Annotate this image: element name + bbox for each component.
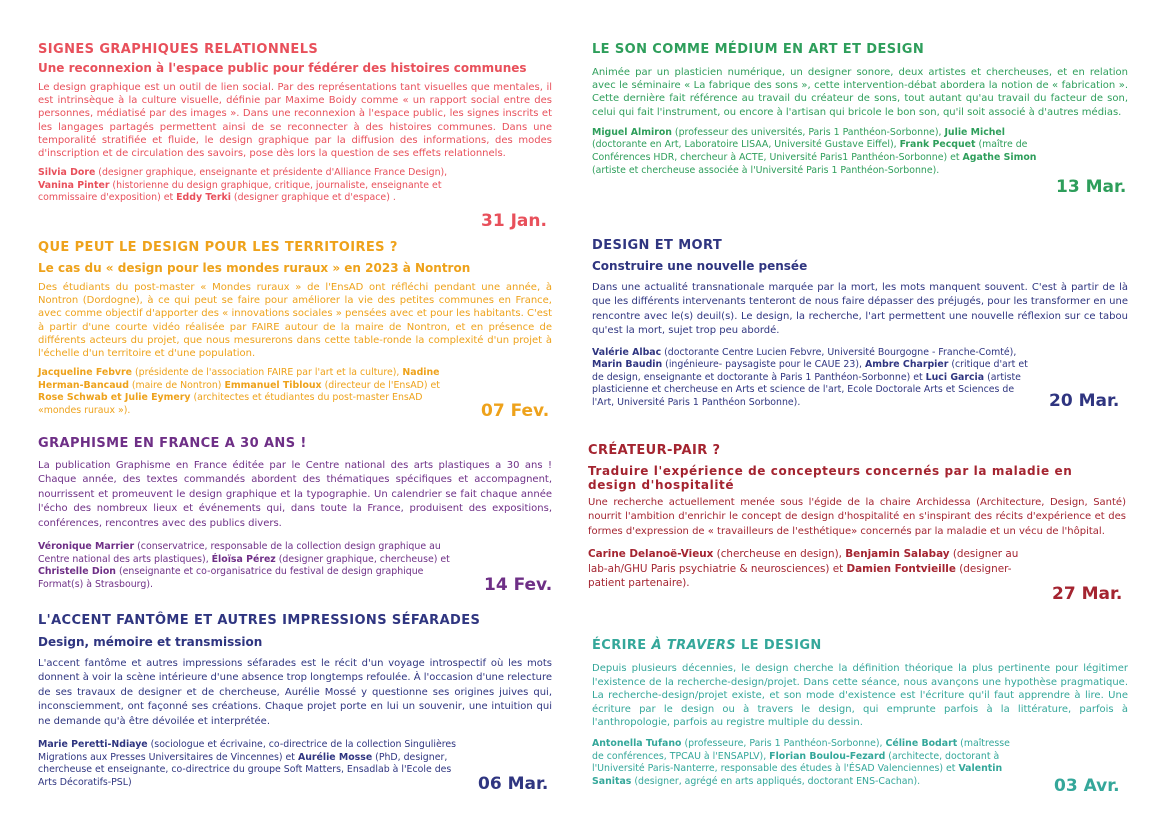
speaker-role: (maître de Conférences HDR, chercheur à ACTE, Université Paris1 Panthéon-Sorbonne) et — [592, 139, 1028, 163]
speaker-name: Eddy Terki — [176, 192, 231, 204]
speaker-role: (conservatrice, responsable de la collection design graphique au Centre national des arts plastiques), — [38, 541, 441, 565]
speaker-name: Miguel Almiron — [592, 126, 672, 138]
speaker-name: Carine Delanoë-Vieux — [588, 548, 714, 561]
speaker-name: Agathe Simon — [962, 152, 1037, 163]
speaker-role: (doctorante Centre Lucien Febvre, Université Bourgogne - Franche-Comté), — [661, 346, 1017, 358]
event-date: 06 Mar. — [478, 774, 549, 794]
event-title: DESIGN ET MORT — [592, 238, 723, 253]
speaker-role: (designer graphique et d'espace) . — [230, 192, 396, 204]
event-speakers — [592, 347, 1037, 410]
speaker-name: Julie Michel — [944, 126, 1005, 138]
speaker-role: (ingénieure- paysagiste pour le CAUE 23), — [662, 359, 865, 371]
event-signes-graphiques — [38, 42, 552, 205]
speaker-role: (designer au lab-ah/GHU Paris psychiatrie & neurosciences) et — [588, 548, 1019, 575]
speaker-name: Marin Baudin — [592, 359, 663, 371]
event-subtitle: Construire une nouvelle pensée — [592, 259, 808, 273]
event-description: Depuis plusieurs décennies, le design cherche la définition théorique la plus pertinente pour légitimer l'existence de la recherche-design/projet. Dans cette séance, nous avançons une hypothèse pragmatique. La recherche-design/projet existe, et son mode d'existence est l'écriture qu'il faut apprendre à lire. Une écriture par le design ou à travers le design, qui emprunte parfois à la littérature, parfois à l'anthropologie, parfois au registre multiple du dessin. — [592, 663, 1128, 729]
speaker-role: (artiste et chercheuse associée à l'Université Paris 1 Panthéon-Sorbonne). — [592, 164, 940, 176]
speaker-role: (directeur de l'EnsAD) et — [321, 379, 440, 391]
speaker-role: (doctorante en Art, Laboratoire LISAA, Université Gustave Eiffel), — [592, 139, 900, 151]
event-date: 07 Fev. — [481, 401, 550, 421]
event-createur-pair — [588, 443, 1128, 590]
event-subtitle: Une reconnexion à l'espace public pour fédérer des histoires communes — [38, 61, 527, 75]
event-date: 03 Avr. — [1054, 776, 1120, 796]
event-speakers — [588, 547, 1038, 590]
event-accent-fantome — [38, 613, 552, 789]
speaker-role: (professeur des universités, Paris 1 Panthéon-Sorbonne), — [671, 126, 945, 138]
event-speakers — [38, 367, 453, 417]
speaker-role: (présidente de l'association FAIRE par l'art et la culture), — [132, 367, 403, 379]
event-design-et-mort — [592, 238, 1128, 410]
speaker-name: Éloïsa Pérez — [211, 553, 276, 565]
speaker-role: (sociologue et écrivaine, co-directrice de la collection Singulières Migrations aux Presses Universitaires de Vincennes) et — [38, 739, 457, 763]
speaker-name: Nadine Herman-Bancaud — [38, 367, 440, 391]
speaker-name: Ambre Charpier — [864, 359, 949, 371]
event-title: QUE PEUT LE DESIGN POUR LES TERRITOIRES ? — [38, 240, 398, 255]
speaker-name: Christelle Dion — [38, 566, 116, 578]
speaker-role: (designer-patient partenaire). — [588, 562, 1012, 590]
speaker-name: Marie Peretti-Ndiaye — [38, 739, 148, 751]
event-date: 31 Jan. — [481, 211, 547, 231]
event-graphisme-en-france — [38, 436, 552, 591]
speaker-name: Véronique Marrier — [38, 541, 135, 553]
event-description: Des étudiants du post-master « Mondes ruraux » de l'EnsAD ont réfléchi pendant une année, à Nontron (Dordogne), à ce qui peut se faire pour améliorer la vie des petites communes en France, avec comme objectif d'apporter des « innovations sociales » pensées avec et pour les habitants. C'est à partir d'une courte vidéo réalisée par FAIRE autour de la maire de Nontron, et en présence de différents acteurs du projet, que nous mesurerons dans cette table-ronde la complexité d'un projet à l'échelle d'un territoire et d'une population. — [38, 282, 552, 360]
speaker-name: Céline Bodart — [885, 737, 958, 749]
event-title: CRÉATEUR-PAIR ? — [588, 443, 721, 458]
event-son-medium — [592, 42, 1128, 177]
speaker-role: (historienne du design graphique, critique, journaliste, enseignante et commissaire d'exposition) et — [38, 179, 442, 204]
speaker-role: (designer graphique, chercheuse) et — [275, 553, 450, 565]
event-subtitle: Traduire l'expérience de concepteurs concernés par la maladie en design d'hospitalité — [588, 464, 1073, 492]
event-title: GRAPHISME EN FRANCE A 30 ANS ! — [38, 436, 307, 451]
speaker-name: Benjamin Salabay — [845, 548, 950, 561]
speaker-role: (enseignante et co-organisatrice du festival de design graphique Format(s) à Strasbourg). — [38, 566, 424, 590]
event-speakers — [592, 127, 1040, 177]
event-subtitle: Design, mémoire et transmission — [38, 635, 263, 649]
speaker-role: (artiste plasticienne et chercheuse en Arts et science de l'art, Ecole Doctorale Arts et Sciences de l'Art, Université Paris 1 Panthéon Sorbonne). — [592, 371, 1021, 408]
speaker-name: Silvia Dore — [38, 167, 96, 179]
title-part: LE DESIGN — [736, 638, 822, 653]
event-speakers — [38, 541, 458, 591]
title-italic-part: À TRAVERS — [651, 638, 737, 653]
event-description: L'accent fantôme et autres impressions séfarades est le récit d'un voyage introspectif où les mots donnent à voir la scène intérieure d'une absence trop longtemps refoulée. À l'occasion d'une relecture de ses travaux de designer et de chercheuse, Aurélie Mossé y questionne ses origines juives qui, inconsciemment, ont façonné ses créations. Chaque projet porte en lui un souvenir, une intuition qui ne demande qu'à être dévoilée et interprétée. — [38, 658, 552, 727]
speaker-role: (chercheuse en design), — [713, 548, 846, 561]
event-title — [592, 638, 1128, 653]
event-speakers — [38, 739, 468, 789]
speaker-role: (critique d'art et de design, enseignante et doctorante à Paris 1 Panthéon-Sorbonne) et — [592, 359, 1028, 383]
speaker-name: Florian Boulou-Fezard — [769, 750, 886, 762]
event-description: Une recherche actuellement menée sous l'égide de la chaire Archidessa (Architecture, Design, Santé) nourrit l'ambition d'enrichir le concept de design d'hospitalité en s'inspirant des récits d'expérience et des formes d'expression de « travailleurs de l'esthétique» concernés par la maladie et un vécu de l'hôpital. — [588, 497, 1126, 537]
speaker-name: Valentin Sanitas — [592, 763, 1003, 787]
speaker-role: (designer, agrégé en arts appliqués, doctorant ENS-Cachan). — [631, 775, 921, 787]
speaker-role: (maire de Nontron) — [128, 379, 225, 391]
event-date: 13 Mar. — [1056, 177, 1127, 197]
speaker-name: Rose Schwab et Julie Eymery — [38, 392, 191, 404]
event-description: La publication Graphisme en France éditée par le Centre national des arts plastiques a 30 ans ! Chaque année, des textes commandés abordent des thématiques spécifiques et accompagnent, nourrissent et promeuvent le design graphique et la typographie. Un calendrier se fait chaque année l'écho des nombreux lieux et événements qui, dans toute la France, produisent des expositions, conférences, rencontres avec des publics divers. — [38, 460, 552, 529]
event-design-territoires — [38, 240, 552, 418]
event-date: 20 Mar. — [1049, 391, 1120, 411]
speaker-name: Damien Fontvieille — [846, 562, 956, 575]
event-description: Animée par un plasticien numérique, un designer sonore, deux artistes et chercheuses, et en relation avec le séminaire « La fabrique des sons », cette intervention-débat abordera la notion de « fabrication ». Cette dernière fait référence au travail du créateur de sons, tout autant qu'au travail du facteur de son, celui qui fait l'instrument, ou encore à l'artisan qui bricole le bon son, qu'il soit associé à d'autres médias. — [592, 67, 1128, 118]
speaker-name: Antonella Tufano — [592, 737, 682, 749]
speaker-role: (architectes et étudiantes du post-master EnsAD «mondes ruraux »). — [38, 392, 423, 416]
event-title: LE SON COMME MÉDIUM EN ART ET DESIGN — [592, 42, 925, 57]
event-description: Dans une actualité transnationale marquée par la mort, les mots manquent souvent. C'est à partir de là que les différents intervenants tenteront de nous faire dépasser des préjugés, pour les transformer en une rencontre avec le(s) deuil(s). Le design, la recherche, l'art permettent une nouvelle réflexion sur ce tabou qu'est la mort, sujet trop peu abordé. — [592, 282, 1128, 337]
speaker-name: Emmanuel Tibloux — [224, 379, 322, 391]
title-part: ÉCRIRE — [592, 638, 652, 653]
event-ecrire-a-travers — [592, 638, 1128, 788]
speaker-name: Valérie Albac — [592, 346, 662, 358]
speaker-role: (PhD, designer, chercheuse et enseignante, co-directrice du groupe Soft Matters, Ensadlab à l'Ecole des Arts Décoratifs-PSL) — [38, 751, 452, 788]
speaker-name: Luci Garcia — [925, 371, 985, 383]
speaker-name: Vanina Pinter — [38, 179, 110, 191]
event-date: 14 Fev. — [484, 575, 553, 595]
speaker-role: (architecte, doctorant à l'Université Paris-Nanterre, responsable des études à l'ÉSAD Valenciennes) et — [592, 750, 1000, 775]
event-speakers — [592, 738, 1024, 788]
event-date: 27 Mar. — [1052, 584, 1123, 604]
event-speakers — [38, 167, 453, 205]
speaker-role: (professeure, Paris 1 Panthéon-Sorbonne), — [681, 737, 886, 749]
event-title: SIGNES GRAPHIQUES RELATIONNELS — [38, 42, 319, 57]
event-title: L'ACCENT FANTÔME ET AUTRES IMPRESSIONS SÉFARADES — [38, 613, 481, 628]
speaker-role: (designer graphique, enseignante et présidente d'Alliance France Design), — [95, 167, 448, 179]
event-subtitle: Le cas du « design pour les mondes ruraux » en 2023 à Nontron — [38, 261, 471, 275]
speaker-role: (maîtresse de conférences, TPCAU à l'ENSAPLV), — [592, 737, 1010, 762]
speaker-name: Jacqueline Febvre — [38, 367, 133, 379]
event-description: Le design graphique est un outil de lien social. Par des représentations tant visuelles que mentales, il est intrinsèque à la culture visuelle, définie par Maxime Boidy comme « un rapport social entre des personnes, médiatisé par des images ». Dans une reconnexion à l'espace public, les signes inscrits et les langages partagés permettent ainsi de se reconnecter à des histoires communes. Dans une temporalité stratifiée et fluide, le design graphique par la diffusion des informations, des modes d'inscription et de circulation des savoirs, pose dès lors la question de ses effets relationnels. — [38, 82, 552, 160]
speaker-name: Frank Pecquet — [899, 139, 976, 151]
speaker-name: Aurélie Mosse — [297, 751, 373, 763]
